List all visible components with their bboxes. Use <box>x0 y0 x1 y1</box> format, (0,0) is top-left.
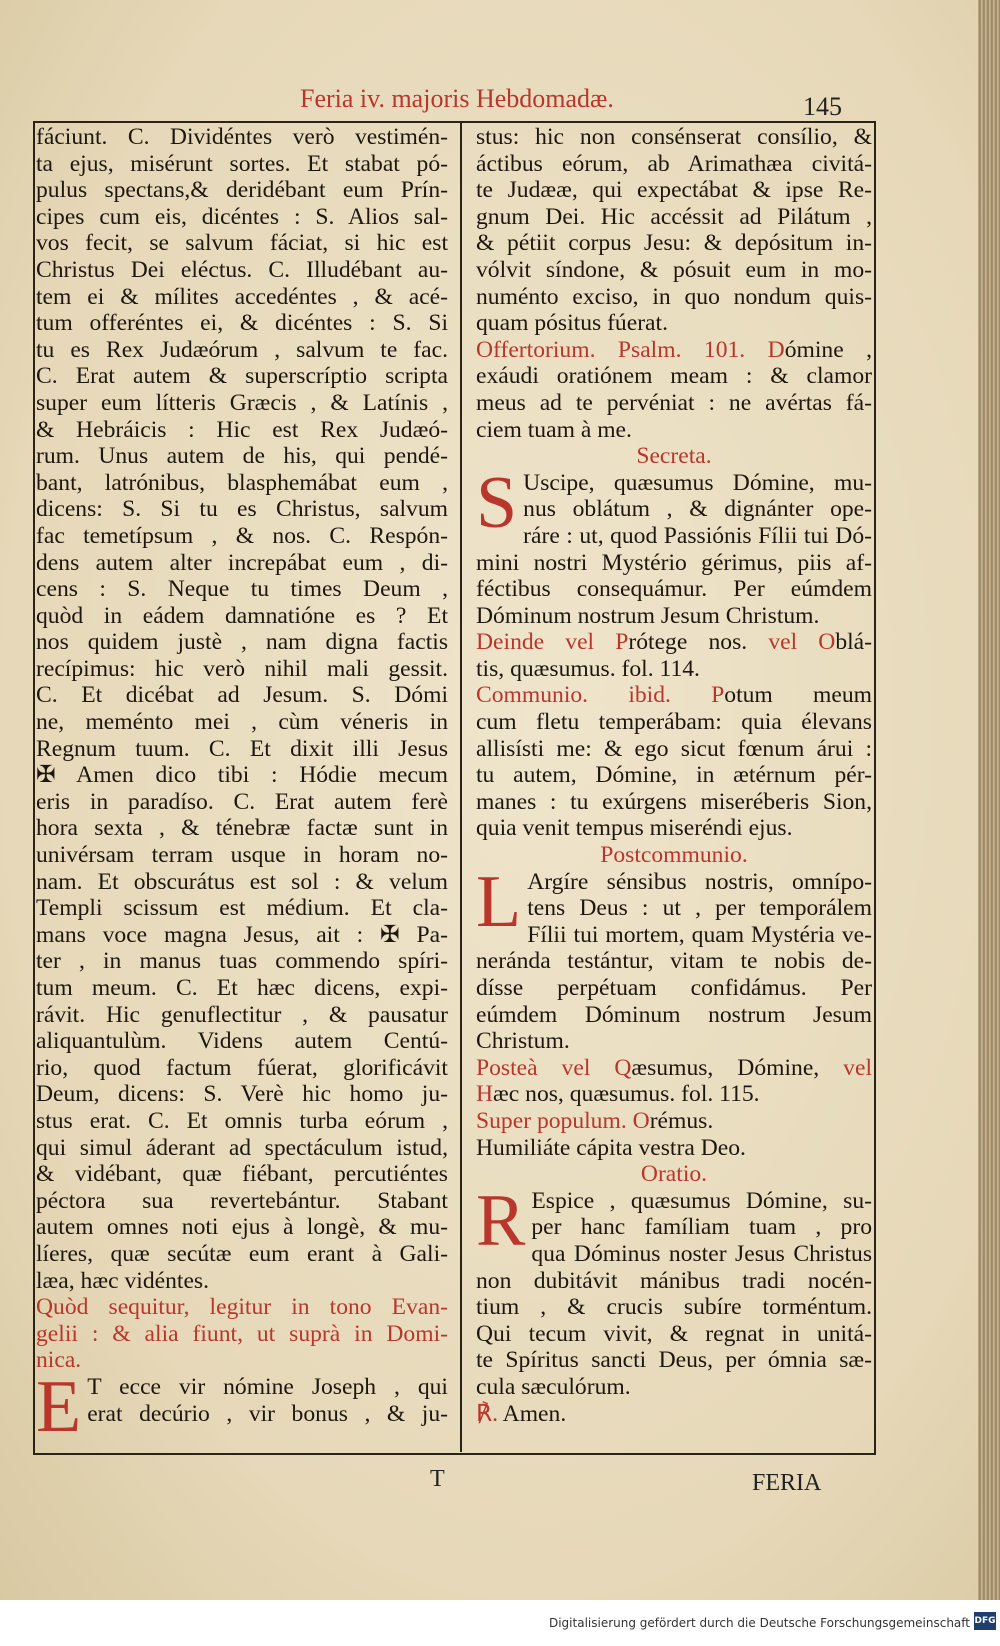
text-line: te Judææ, qui expectábat & ipse Re- <box>476 177 872 204</box>
text-line: mini nostri Mystério gérimus, piis af- <box>476 549 872 576</box>
text-line: rum. Unus autem de his, qui pendé- <box>36 443 448 470</box>
initial-letter: O <box>632 1107 650 1134</box>
text-run: otum meum <box>724 682 872 709</box>
super-label: Super populum. <box>476 1107 627 1134</box>
text-line: gnum Dei. Hic accéssit ad Pilátum , <box>476 203 872 230</box>
footer-credit: Digitalisierung gefördert durch die Deutsche Forschungsgemeinschaft <box>548 1616 970 1630</box>
text-line: eris in paradíso. C. Erat autem ferè <box>36 788 448 815</box>
column-divider <box>460 122 462 1452</box>
text-line: exáudi oratiónem meam : & clamor <box>476 363 872 390</box>
text-run: blá- <box>835 629 872 656</box>
text-line: & Hebráicis : Hic est Rex Judæó- <box>36 416 448 443</box>
haec-line <box>476 1081 872 1108</box>
text-line: eúmdem Dóminum nostrum Jesum <box>476 1001 872 1028</box>
text-line: Espice , quæsumus Dómine, su- <box>531 1187 872 1214</box>
postcommunio-heading: Postcommunio. <box>600 842 748 869</box>
drop-capital: L <box>476 860 522 943</box>
drop-capital: R <box>476 1179 526 1262</box>
frame-rule-right <box>874 121 876 1453</box>
text-line: rávit. Hic genuflectitur , & pausatur <box>36 1001 448 1028</box>
text-line: tium , & crucis subíre torméntum. <box>476 1294 872 1321</box>
secreta-heading: Secreta. <box>636 443 712 470</box>
text-line: Christus Dei eléctus. C. Illudébant au- <box>36 256 448 283</box>
right-column <box>476 124 872 1450</box>
text-line: cula sæculórum. <box>476 1373 631 1400</box>
text-line: Humiliáte cápita vestra Deo. <box>476 1134 746 1161</box>
text-line: Dóminum nostrum Jesum Christum. <box>476 602 820 629</box>
text-line: tu es Rex Judæórum , salvum te fac. <box>36 336 448 363</box>
text-line: tens Deus : ut , per temporálem <box>527 895 872 922</box>
text-run: æc nos, quæsumus. fol. 115. <box>493 1081 760 1108</box>
text-line: Templi scissum est médium. Et cla- <box>36 895 448 922</box>
text-line: univérsam terram usque in horam no- <box>36 842 448 869</box>
text-line: cipes cum eis, dicéntes : S. Alios sal- <box>36 203 448 230</box>
page-edges <box>978 0 1000 1600</box>
text-line: quia venit tempus miseréndi ejus. <box>476 815 793 842</box>
text-line: te Spíritus sancti Deus, per ómnia sæ- <box>476 1347 872 1374</box>
response-line <box>476 1401 872 1428</box>
text-line: péctora sua revertebántur. Stabant <box>36 1187 448 1214</box>
text-line: C. Erat autem & superscríptio scripta <box>36 363 448 390</box>
text-line: Uscipe, quæsumus Dómine, mu- <box>523 469 872 496</box>
offertorium-line <box>476 337 872 364</box>
text-line: nam. Et obscurátus est sol : & velum <box>36 868 448 895</box>
postea-label: Posteà vel Q <box>476 1054 632 1081</box>
text-line: Deum, dicens: S. Verè hic homo ju- <box>36 1081 448 1108</box>
text-line: læa, hæc vidéntes. <box>36 1267 209 1294</box>
postea-line <box>476 1055 872 1082</box>
text-line: numénto exciso, in quo nondum quis- <box>476 283 872 310</box>
drop-capital: E <box>36 1365 82 1448</box>
text-line: manes : tu exúrgens miseréberis Sion, <box>476 788 872 815</box>
text-line: cens : S. Neque tu times Deum , <box>36 576 448 603</box>
text-line: ne, meménto mei , cùm véneris in <box>36 709 448 736</box>
text-line: ráre : ut, quod Passiónis Fílii tui Dó- <box>523 522 872 549</box>
text-line: Argíre sénsibus nostris, omnípo- <box>527 868 872 895</box>
text-line: ✠ Amen dico tibi : Hódie mecum <box>36 762 448 789</box>
text-line: pulus spectans,& deridébant eum Prín- <box>36 177 448 204</box>
text-line: stus: hic non consénserat consílio, & <box>476 124 872 150</box>
rubric-line: gelii : & alia fiunt, ut suprà in Domi- <box>36 1320 448 1347</box>
text-line: dens autem alter increpábat eum , di- <box>36 549 448 576</box>
text-line: tis, quæsumus. fol. 114. <box>476 655 700 682</box>
text-line: Regnum tuum. C. Et dixit illi Jesus <box>36 735 448 762</box>
initial-letter: H <box>476 1081 494 1108</box>
frame-rule-top <box>34 121 876 123</box>
postcommunio-paragraph <box>476 860 872 1055</box>
text-line: ta ejus, misérunt sortes. Et stabat pó- <box>36 150 448 177</box>
text-line: Fílii tui mortem, quam Mystéria ve- <box>527 921 872 948</box>
text-line: áctibus eórum, ab Arimathæa civitá- <box>476 150 872 177</box>
response-symbol: ℟. <box>476 1400 499 1427</box>
deinde-label: Deinde vel P <box>476 629 629 656</box>
text-line: tum meum. C. Et hæc dicens, expi- <box>36 975 448 1001</box>
dfg-logo-icon: DFG <box>974 1612 996 1630</box>
page-number: 145 <box>803 92 842 121</box>
communio-line <box>476 682 872 709</box>
text-line: quam pósitus fúerat. <box>476 310 668 337</box>
text-line: & pétiit corpus Jesu: & depósitum in- <box>476 230 872 257</box>
gospel-paragraph <box>36 1365 448 1448</box>
vel-label: vel <box>843 1054 872 1081</box>
text-line: stus erat. C. Et omnis turba eórum , <box>36 1107 448 1134</box>
signature-mark: T <box>430 1466 445 1492</box>
text-line: autem omnes noti ejus à longè, & mu- <box>36 1214 448 1241</box>
rubric-line: Quòd sequitur, legitur in tono Evan- <box>36 1294 448 1321</box>
text-line: allisísti me: & ego sicut fœnum árui : <box>476 735 872 762</box>
text-line: quòd in eádem damnatióne es ? Et <box>36 602 448 629</box>
text-line: C. Et dicébat ad Jesum. S. Dómi <box>36 682 448 709</box>
text-line: nus oblátum , & dignánter ope- <box>523 496 872 523</box>
deinde-line <box>476 629 872 656</box>
text-line: rio, quod factum fúerat, glorificávit <box>36 1054 448 1081</box>
text-run: rótege nos. <box>628 629 748 656</box>
text-run: ómine , <box>784 336 872 363</box>
text-line: vos fecit, se salvum fáciat, si hic est <box>36 230 448 257</box>
drop-capital: S <box>476 461 518 544</box>
text-line: féctibus consequámur. Per eúmdem <box>476 576 872 603</box>
text-line: per hanc famíliam tuam , pro <box>531 1214 872 1241</box>
text-line: meus ad te pervéniat : ne avértas fá- <box>476 389 872 416</box>
running-title: Feria iv. majoris Hebdomadæ. <box>300 84 614 113</box>
initial-letter: D <box>767 336 785 363</box>
initial-letter: P <box>711 682 725 709</box>
text-line: aliquantulùm. Videns autem Centú- <box>36 1028 448 1055</box>
text-line: qua Dóminus noster Jesus Christus <box>531 1240 872 1267</box>
text-line: tem ei & mílites accedéntes , & acé- <box>36 283 448 310</box>
text-line: tum offeréntes ei, & dicéntes : S. Si <box>36 310 448 337</box>
text-line: Qui tecum vivit, & regnat in unitá- <box>476 1320 872 1347</box>
text-line: bant, latrónibus, blasphemábat eum , <box>36 469 448 496</box>
text-run: Amen. <box>502 1400 567 1427</box>
text-line: recípimus: hic verò nihil mali gessit. <box>36 655 448 682</box>
text-line: qui simul áderant ad spectáculum istud, <box>36 1134 448 1161</box>
text-line: mans voce magna Jesus, ait : ✠ Pa- <box>36 921 448 948</box>
text-line: dicens: S. Si tu es Christus, salvum <box>36 496 448 523</box>
text-line: vólvit síndone, & pósuit eum in mo- <box>476 256 872 283</box>
vel-label: vel O <box>768 629 836 656</box>
catchword: FERIA <box>752 1470 822 1496</box>
text-line: dísse perpétuam confidámus. Per <box>476 975 872 1001</box>
frame-rule-left <box>33 121 35 1453</box>
text-line: neránda testántur, vitam te nobis de- <box>476 948 872 975</box>
super-populum-line <box>476 1108 872 1135</box>
oratio-heading: Oratio. <box>640 1161 708 1188</box>
text-line: líeres, quæ secútæ eum erant à Gali- <box>36 1240 448 1267</box>
footer-bar <box>0 1600 1000 1646</box>
secreta-paragraph <box>476 461 872 630</box>
text-line: fáciunt. C. Dividéntes verò vestimén- <box>36 124 448 150</box>
oratio-paragraph <box>476 1179 872 1401</box>
text-line: tu autem, Dómine, in ætérnum pér- <box>476 762 872 789</box>
text-line: Christum. <box>476 1028 570 1055</box>
text-line: hora sexta , & ténebræ factæ sunt in <box>36 815 448 842</box>
communio-label: Communio. ibid. <box>476 682 671 709</box>
text-line: T ecce vir nómine Joseph , qui <box>87 1373 448 1400</box>
text-line: super eum lítteris Græcis , & Latínis , <box>36 389 448 416</box>
text-line: fac temetípsum , & nos. C. Respón- <box>36 522 448 549</box>
text-line: cum fletu temperábam: quia élevans <box>476 709 872 736</box>
text-run: rémus. <box>649 1107 714 1134</box>
text-run: æsumus, Dómine, <box>631 1054 820 1081</box>
text-line: & vidébant, quæ fiébant, percutiéntes <box>36 1161 448 1188</box>
text-line: nos quidem justè , nam digna factis <box>36 629 448 656</box>
left-column <box>36 124 448 1450</box>
text-line: erat decúrio , vir bonus , & ju- <box>87 1400 448 1427</box>
text-line: ciem tuam à me. <box>476 416 632 443</box>
offertorium-label: Offertorium. Psalm. 101. <box>476 336 746 363</box>
rubric-line: nica. <box>36 1347 82 1374</box>
text-line: ter , in manus tuas commendo spíri- <box>36 948 448 975</box>
frame-rule-bottom <box>33 1453 876 1455</box>
text-line: non dubitávit mánibus tradi nocén- <box>476 1267 872 1294</box>
